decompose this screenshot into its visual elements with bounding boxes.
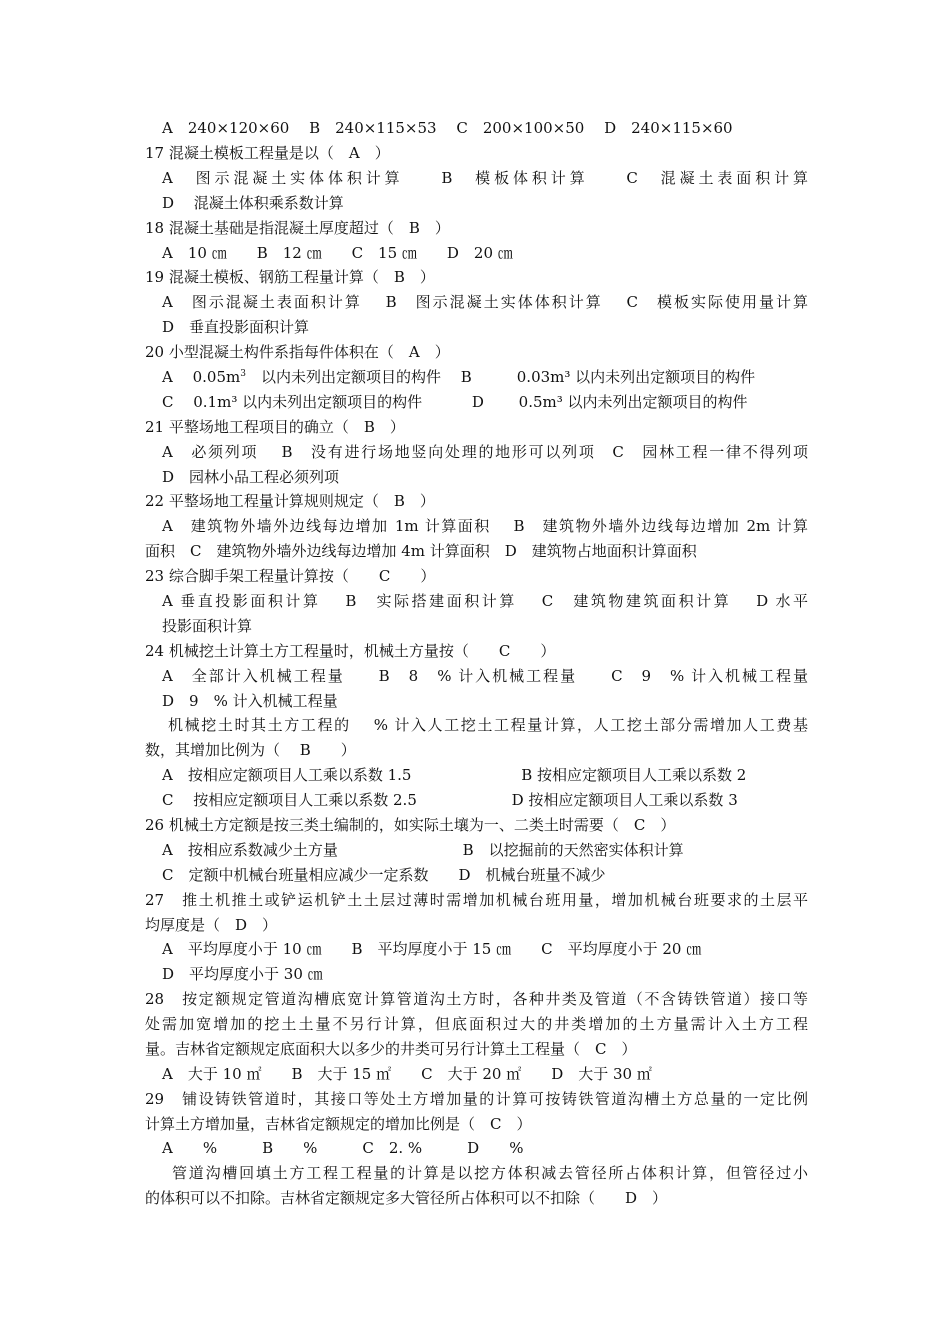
q27-question-line2: 均厚度是（ D ） [145,916,278,934]
q23-question: 23 综合脚手架工程量计算按（ C ） [145,567,436,585]
q26-options-line2: C 定额中机械台班量相应减少一定系数 D 机械台班量不减少 [162,866,606,884]
q20-options-line1 [162,366,755,388]
q23-options-line1: A 垂直投影面积计算 B 实际搭建面积计算 C 建筑物建筑面积计算 D 水平 [162,592,808,610]
q17-options-line2: D 混凝土体积乘系数计算 [162,194,344,212]
q25-question-line2: 数，其增加比例为（ B ） [145,741,356,759]
q26-question: 26 机械土方定额是按三类土编制的，如实际土壤为一、二类土时需要（ C ） [145,816,676,834]
cubic-superscript: 3 [240,369,246,379]
q25-options-line2: C 按相应定额项目人工乘以系数 2.5 D 按相应定额项目人工乘以系数 3 [162,791,738,809]
q16-options: A 240×120×60 B 240×115×53 C 200×100×50 D 240×115×60 [162,119,733,137]
q28-question-line2: 处需加宽增加的挖土土量不另行计算，但底面积过大的井类增加的土方量需计入土方工程 [145,1015,808,1033]
q21-question: 21 平整场地工程项目的确立（ B ） [145,418,405,436]
q22-options-line1: A 建筑物外墙外边线每边增加 1m 计算面积 B 建筑物外墙外边线每边增加 2m 计算 [162,517,808,535]
q17-question: 17 混凝土模板工程量是以（ A ） [145,144,390,162]
q28-options: A 大于 10 ㎡ B 大于 15 ㎡ C 大于 20 ㎡ D 大于 30 ㎡ [162,1065,652,1083]
q25-question-line1: 机械挖土时其土方工程的 % 计入人工挖土工程量计算，人工挖土部分需增加人工费基 [168,716,808,734]
q18-options: A 10 ㎝ B 12 ㎝ C 15 ㎝ D 20 ㎝ [162,244,513,262]
q24-options-line2: D 9 % 计入机械工程量 [162,692,338,710]
q22-question: 22 平整场地工程量计算规则规定（ B ） [145,492,435,510]
q28-question-line3: 量。吉林省定额规定底面积大以多少的井类可另行计算土工程量（ C ） [145,1040,637,1058]
q28-question-line1: 28 按定额规定管道沟槽底宽计算管道沟土方时，各种井类及管道（不含铸铁管道）接口等 [145,990,808,1008]
q27-options-line1: A 平均厚度小于 10 ㎝ B 平均厚度小于 15 ㎝ C 平均厚度小于 20 ㎝ [162,940,702,958]
q29-options: A % B % C 2. % D % [162,1139,524,1157]
q24-options-line1: A 全部计入机械工程量 B 8 % 计入机械工程量 C 9 % 计入机械工程量 [162,667,808,685]
q27-question-line1: 27 推土机推土或铲运机铲土土层过薄时需增加机械台班用量，增加机械台班要求的土层平 [145,891,808,909]
q19-options-line1: A 图示混凝土表面积计算 B 图示混凝土实体体积计算 C 模板实际使用量计算 [162,293,808,311]
q30-question-line2: 的体积可以不扣除。吉林省定额规定多大管径所占体积可以不扣除（ D ） [145,1189,668,1207]
q17-options-line1: A 图示混凝土实体体积计算 B 模板体积计算 C 混凝土表面积计算 [162,169,808,187]
q18-question: 18 混凝土基础是指混凝土厚度超过（ B ） [145,219,450,237]
q19-options-line2: D 垂直投影面积计算 [162,318,310,336]
q20-option-a-text: A 0.05m [162,368,241,386]
q26-options-line1: A 按相应系数减少土方量 B 以挖掘前的天然密实体积计算 [162,841,684,859]
q25-options-line1: A 按相应定额项目人工乘以系数 1.5 B 按相应定额项目人工乘以系数 2 [162,766,747,784]
q22-options-line2: 面积 C 建筑物外墙外边线每边增加 4m 计算面积 D 建筑物占地面积计算面积 [145,542,697,560]
q30-question-line1: 管道沟槽回填土方工程工程量的计算是以挖方体积减去管径所占体积计算，但管径过小 [172,1164,808,1182]
q29-question-line2: 计算土方增加量，吉林省定额规定的增加比例是（ C ） [145,1115,532,1133]
q24-question: 24 机械挖土计算土方工程量时，机械土方量按（ C ） [145,642,556,660]
q20-option-b-text: 以内未列出定额项目的构件 B 0.03m³ 以内未列出定额项目的构件 [245,368,756,386]
q29-question-line1: 29 铺设铸铁管道时，其接口等处土方增加量的计算可按铸铁管道沟槽土方总量的一定比例 [145,1090,808,1108]
q19-question: 19 混凝土模板、钢筋工程量计算（ B ） [145,268,435,286]
q20-options-line2: C 0.1m³ 以内未列出定额项目的构件 D 0.5m³ 以内未列出定额项目的构件 [162,393,748,411]
q21-options-line1: A 必须列项 B 没有进行场地竖向处理的地形可以列项 C 园林工程一律不得列项 [162,443,808,461]
q27-options-line2: D 平均厚度小于 30 ㎝ [162,965,323,983]
q23-options-line2: 投影面积计算 [162,617,253,635]
q20-question: 20 小型混凝土构件系指每件体积在（ A ） [145,343,450,361]
q21-options-line2: D 园林小品工程必须列项 [162,468,340,486]
